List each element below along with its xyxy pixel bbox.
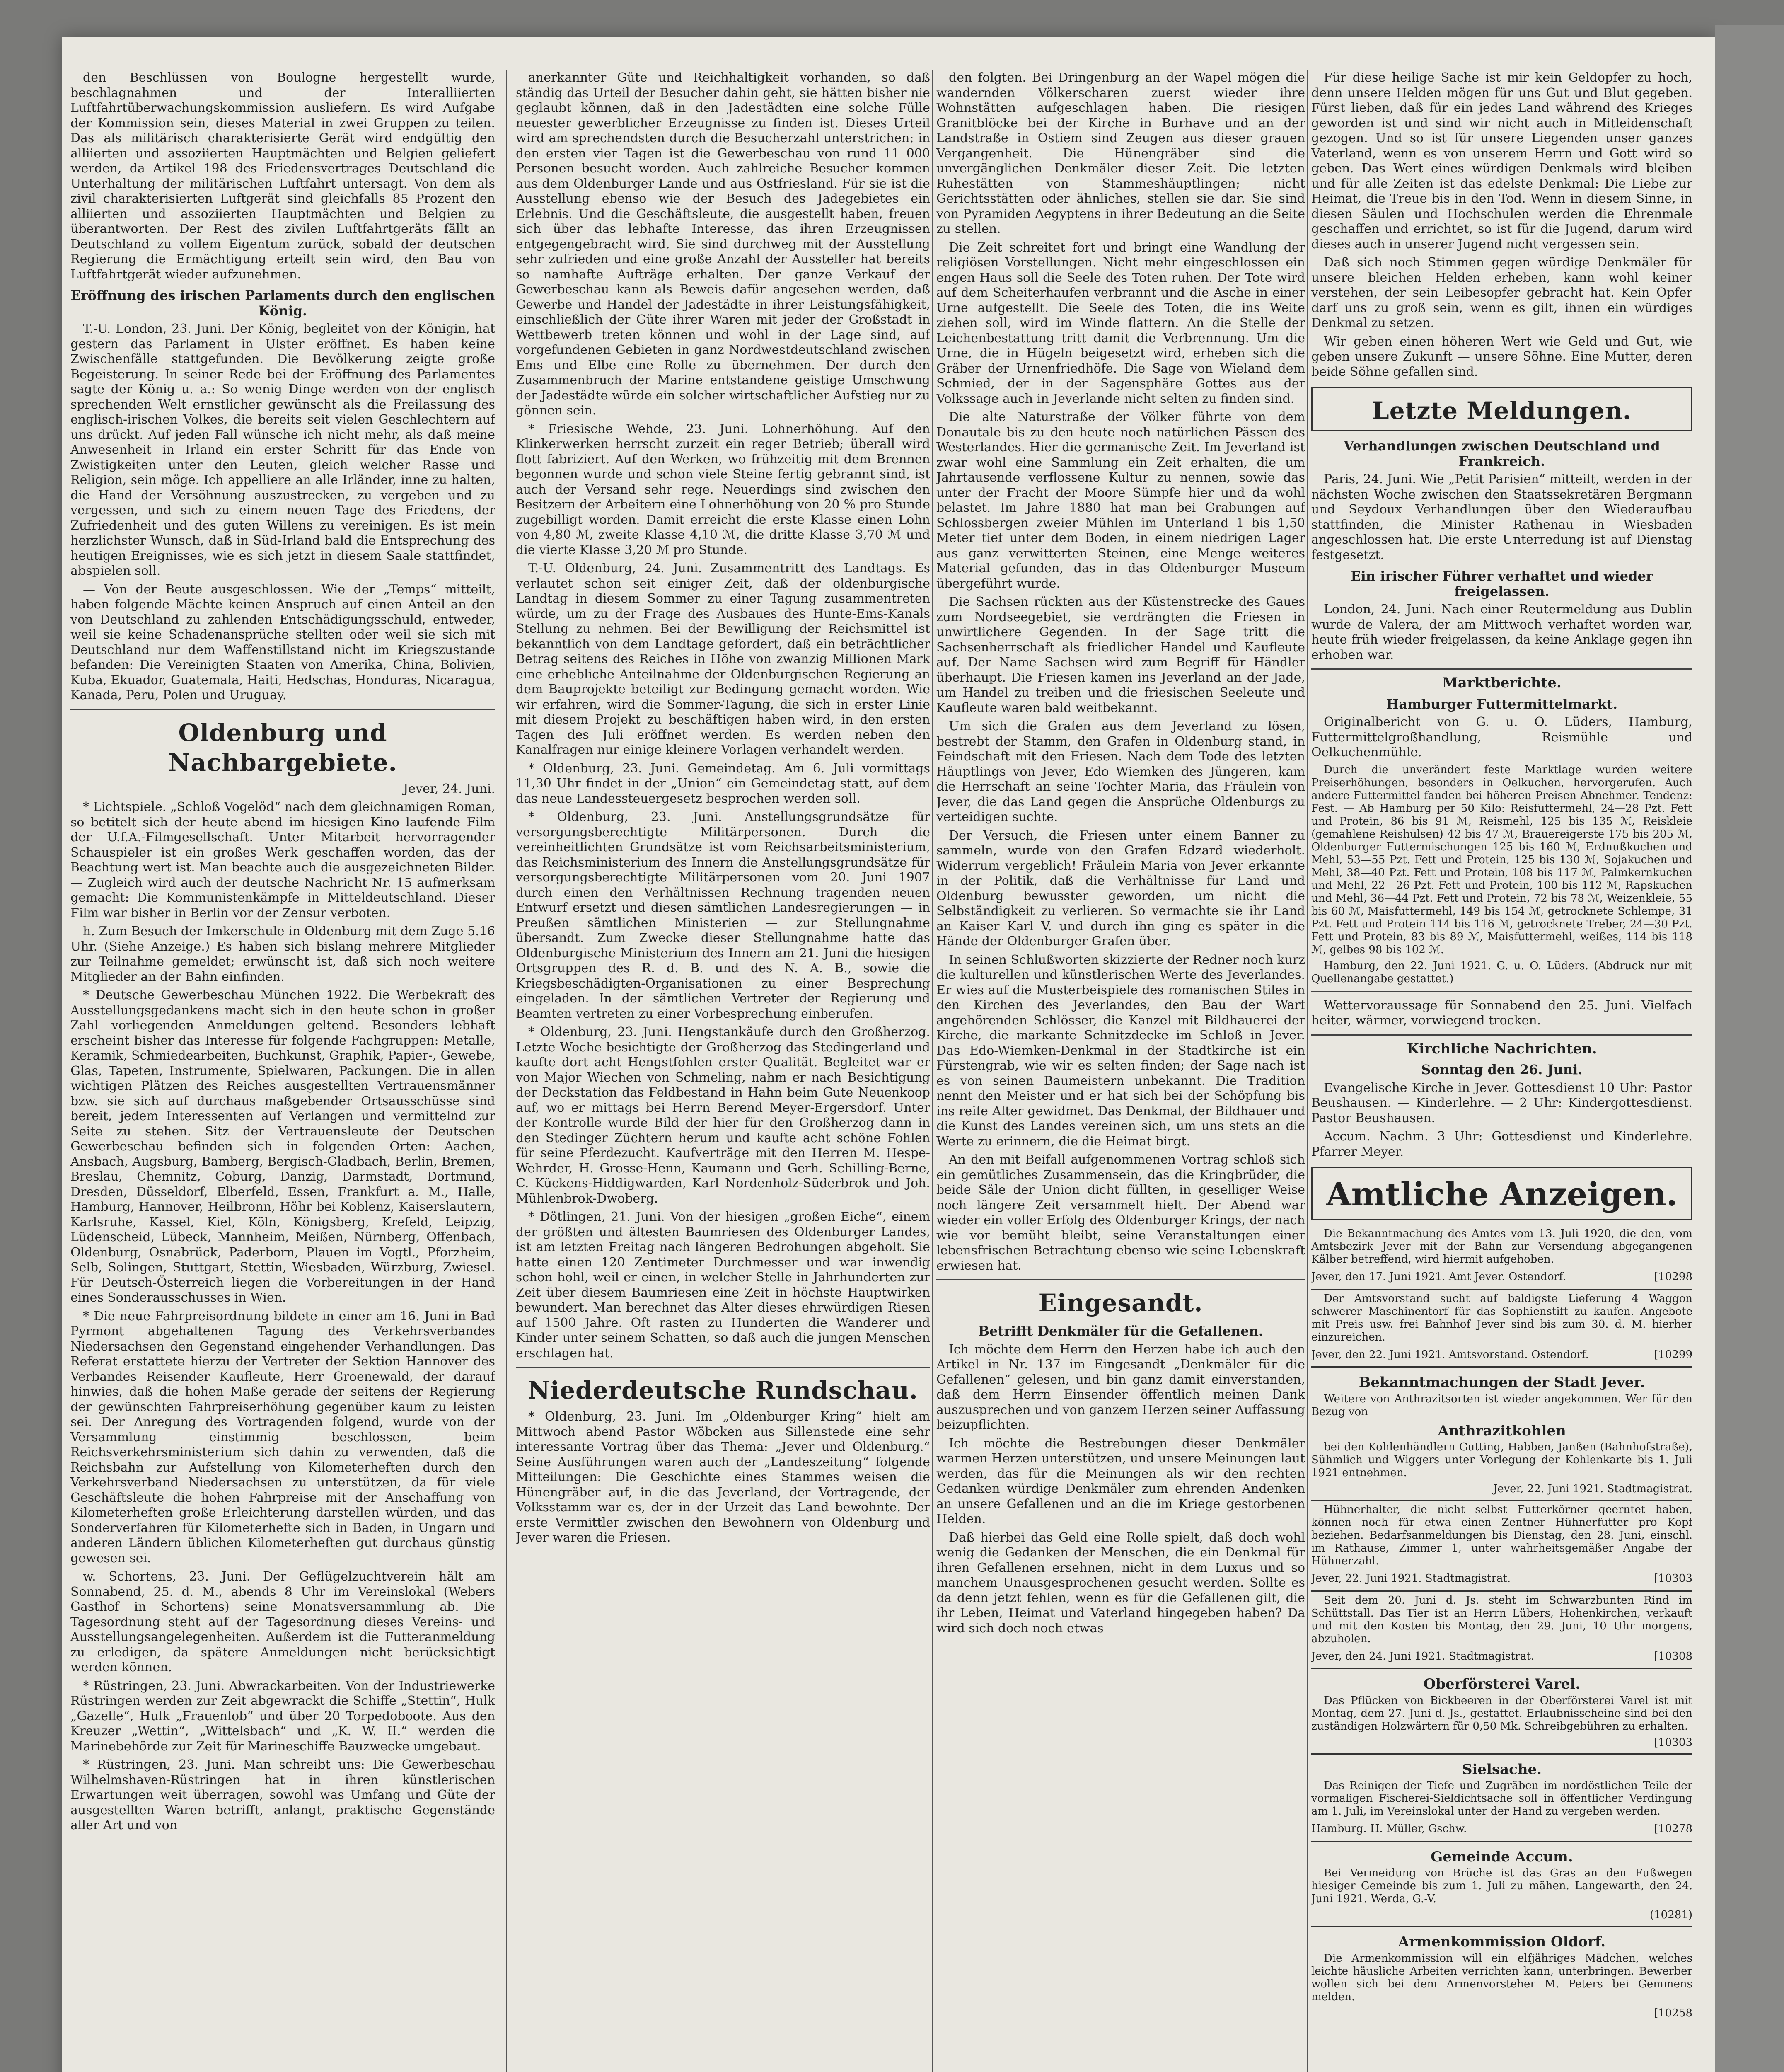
article-text: Daß sich noch Stimmen gegen würdige Denkmäler für unsere bleichen Helden erheben, kann wohl keiner verstehen, der sein Leibesopfer gebracht hat. Kein Opfer darf uns zu groß sein, wenn es gilt, ihnen ein würdiges Denkmal zu setzen. xyxy=(1311,255,1692,330)
article-headline: Betrifft Denkmäler für die Gefallenen. xyxy=(978,1323,1263,1339)
section-title: Amtliche Anzeigen. xyxy=(1326,1176,1678,1213)
divider xyxy=(516,1367,930,1368)
divider xyxy=(1311,991,1692,992)
article-text: An den mit Beifall aufgenommenen Vortrag schloß sich ein gemütliches Zusammensein, das die Kringbrüder, die beide Säle der Union dicht füllten, in geselliger Weise noch längere Zeit versammelt hielt. Der Abend war wieder ein voller Erfolg des Oldenburger Krings, der nach wie vor bemüht bleibt, seine Veranstaltungen einer lebensfrischen Betrachtung ebenso wie seine Lebenskraft erwiesen hat. xyxy=(936,1152,1305,1273)
article-text: Die Zeit schreitet fort und bringt eine Wandlung der religiösen Vorstellungen. Nicht mehr eingeschlossen ein engen Haus soll die Seele des Toten ruhen. Der Tote wird auf dem Scheiterhaufen verbrannt und die Asche in einer Urne aufgestellt. Die Seele des Toten, die ins Weite ziehen soll, wird im Winde flattern. An die Stelle der Leichenbestattung tritt damit die Verbrennung. Um die Urne, die in Hügeln beigesetzt wird, erheben sich die Gräber der Urnenfriedhöfe. Die Sage von Wieland dem Schmied, der in der Sagensphäre Gottes aus der Volkssage auch in Jeverlande nicht selten zu finden sind. xyxy=(936,240,1305,406)
article-text: Originalbericht von G. u. O. Lüders, Hamburg, Futtermittelgroßhandlung, Reismühle und Oelkuchenmühle. xyxy=(1311,715,1692,760)
article-text: Daß hierbei das Geld eine Rolle spielt, daß doch wohl wenig die Gedanken der Menschen, die ein Denkmal für ihren Gefallenen ersehnen, nicht in dem Luxus und so manchem Unausgesprochenen gesucht werden. Sollte es da denn jetzt fehlen, wenn es für die Gefallenen gilt, die ihr Leben, Heimat und Vaterland hingegeben haben? Da wird sich doch noch etwas xyxy=(936,1530,1305,1636)
notice xyxy=(1311,1841,1692,1922)
notice-number: [10258 xyxy=(1654,2007,1692,2019)
article-text: * Lichtspiele. „Schloß Vogelöd“ nach dem gleichnamigen Roman, so betitelt sich der heute abend im hiesigen Kino laufende Film der U.f.A.-Filmgesellschaft. Unter Mitarbeit hervorragender Schauspieler ist ein großes Werk geschaffen worden, das der Beachtung wert ist. Man beachte auch die ausgezeichneten Bilder. — Zugleich wird auch der deutsche Nachricht Nr. 15 aufmerksam gemacht: Die Kommunistenkämpfe in Mitteldeutschland. Dieser Film war bisher in Berlin vor der Zensur verboten. xyxy=(70,800,495,920)
column-rule xyxy=(1307,70,1308,2072)
notice xyxy=(1311,1753,1692,1837)
article-text: * Deutsche Gewerbeschau München 1922. Die Werbekraft des Ausstellungsgedankens macht sich in den heute schon in großer Zahl vorliegenden Anmeldungen geltend. Besonders lebhaft erscheint bisher das Interesse für folgende Fachgruppen: Metalle, Keramik, Schmiedearbeiten, Buchkunst, Graphik, Papier-, Gewebe, Glas, Tapeten, Instrumente, Spielwaren, Packungen. Die in allen wichtigen Plätzen des Reiches ausgestellten Vertrauensmänner bzw. sie sich auf durchaus maßgebender Ortsausschüsse sind bereit, jedem Interessenten auf Verlangen und vermittelnd zur Seite zu stehen. Sitz der Vertrauensleute der Deutschen Gewerbeschau befinden sich in folgenden Orten: Aachen, Ansbach, Augsburg, Bamberg, Bergisch-Gladbach, Berlin, Bremen, Breslau, Chemnitz, Coburg, Danzig, Darmstadt, Dortmund, Dresden, Düsseldorf, Elberfeld, Essen, Frankfurt a. M., Halle, Hamburg, Hannover, Heilbronn, Höhr bei Koblenz, Kaiserslautern, Karlsruhe, Kassel, Kiel, Köln, Königsberg, Krefeld, Leipzig, Lüdenscheid, Lübeck, Mannheim, Meißen, Nürnberg, Offenbach, Oldenburg, Osnabrück, Paderborn, Plauen im Vogtl., Pforzheim, Selb, Solingen, Stuttgart, Stettin, Wiesbaden, Würzburg, Zwiesel. Für Deutsch-Österreich liegen die Vorbereitungen in der Hand eines Sonderausschusses in Wien. xyxy=(70,988,495,1305)
section-title: Armenkommission Oldorf. xyxy=(1398,1934,1606,1950)
article-text: anerkannter Güte und Reichhaltigkeit vorhanden, so daß ständig das Urteil der Besucher dahin geht, sie hätten bisher nie geglaubt können, daß in den Jadestädten eine solche Fülle neuester gewerblicher Erzeugnisse zu finden ist. Dieses Urteil wird am sprechendsten durch die Besucherzahl unterstrichen: in den ersten vier Tagen ist die Gewerbeschau von rund 11 000 Personen besucht worden. Auch zahlreiche Besucher kommen aus dem Oldenburger Lande und aus Ostfriesland. Für sie ist die Ausstellung ebenso wie der Besuch des Jadegebietes ein Erlebnis. Und die Geschäftsleute, die ausgestellt haben, freuen sich über das lebhafte Interesse, das ihren Erzeugnissen entgegengebracht wird. Sie sind durchweg mit der Ausstellung sehr zufrieden und eine große Anzahl der Aussteller hat bereits so namhafte Aufträge erhalten. Der ganze Verkauf der Gewerbeschau kann als Beweis dafür angesehen werden, daß Gewerbe und Handel der Jadestädte in ihrer Leistungsfähigkeit, einschließlich der Güte ihrer Waren mit jeder der Großstadt in Wettbewerb treten können und wohl in der Lage sind, auf vorgefundenen Gebieten in ganz Nordwestdeutschland zwischen Ems und Elbe eine Rolle zu übernehmen. Der durch den Zusammenbruch der Marine entstandene geistige Umschwung der Jadestädte würde ein solcher wirtschaftlicher Aufstieg nur zu gönnen sein. xyxy=(516,70,930,418)
weather-forecast: Wettervoraussage für Sonnabend den 25. Juni. Vielfach heiter, wärmer, vorwiegend trocken. xyxy=(1311,998,1692,1028)
notice-signature-text: Jever, 22. Juni 1921. Stadtmagistrat. xyxy=(1493,1483,1692,1495)
article-text: T.-U. Oldenburg, 24. Juni. Zusammentritt des Landtags. Es verlautet schon seit einiger Zeit, daß der oldenburgische Landtag in diesem Sommer zu einer Tagung zusammentreten würde, um zu der Frage des Ausbaues des Hunte-Ems-Kanals Stellung zu nehmen. Bei der Bewilligung der Reichsmittel ist bekanntlich von dem Landtage gefordert, daß ein beträchtlicher Betrag seitens des Reiches in Höhe von zwanzig Millionen Mark eine erhebliche Anteilnahme der Oldenburgischen Regierung an dem Bauprojekte beteiligt zur Bedingung gemacht worden. Wie wir erfahren, wird die Sommer-Tagung, die sich in erster Linie mit diesem Projekt zu beschäftigen haben wird, in den ersten Tagen des Juli eröffnet werden. Es werden neben den Kanalfragen nur einige kleinere Vorlagen verhandelt werden. xyxy=(516,561,930,757)
article-text: Der Versuch, die Friesen unter einem Banner zu sammeln, wurde von den Grafen Edzard wiederholt. Widerrum vergeblich! Fräulein Maria von Jever erkannte in der Politik, daß die Verhältnisse für Land und Oldenburg bewusster geworden, um nicht die Selbständigkeit zu verlieren. So vermachte sie ihr Land an Kaiser Karl V. und durch ihn ging es später in die Hände der Oldenburger Grafen über. xyxy=(936,828,1305,949)
notice xyxy=(1311,1500,1692,1586)
article-text: * Rüstringen, 23. Juni. Man schreibt uns: Die Gewerbeschau Wilhelmshaven-Rüstringen hat in ihren künstlerischen Erwartungen weit überragen, sowohl was Umfang und Güte der ausgestellten Waren betrifft, anlangt, praktische Gegenstände aller Art und von xyxy=(70,1757,495,1832)
column-2 xyxy=(516,70,930,2072)
notice-signature-text: Jever, 22. Juni 1921. Stadtmagistrat. xyxy=(1311,1572,1511,1585)
notice-text: Das Pflücken von Bickbeeren in der Oberförsterei Varel ist mit Montag, dem 27. Juni d. Js., gestattet. Erlaubnisscheine sind bei den zuständigen Holzwärtern für 0,50 Mk. Schreibgebühren zu erhalten. xyxy=(1311,1694,1692,1733)
notice-signature xyxy=(1311,1269,1692,1285)
article-headline: Eröffnung des irischen Parlaments durch den englischen König. xyxy=(70,288,495,319)
divider xyxy=(936,1279,1305,1280)
notice-text: Seit dem 20. Juni d. Js. steht im Schwarzbunten Rind im Schüttstall. Das Tier ist an Herrn Lübers, Hohenkirchen, verkauft und mit den Kosten bis Montag, den 29. Juni, 10 Uhr morgens, abzuholen. xyxy=(1311,1594,1692,1645)
section-title: Marktberichte. xyxy=(1442,675,1562,691)
article-text: Ich möchte die Bestrebungen dieser Denkmäler warmen Herzen unterstützen, und unsere Meinungen laut werden, das für die Meinungen als wir den rechten Gedanken würdige Denkmäler zum ehrenden Andenken an unsere Gefallenen und an die im Kriege gestorbenen Helden. xyxy=(936,1436,1305,1526)
notice-text: Hühnerhalter, die nicht selbst Futterkörner geerntet haben, können noch für etwa einen Zentner Hühnerfutter pro Kopf beziehen. Bedarfsanmeldungen bis Dienstag, den 28. Juni, einschl. im Rathause, Zimmer 1, unter wahrheitsgemäßer Angabe der Hühnerzahl. xyxy=(1311,1503,1692,1567)
column-3 xyxy=(936,70,1305,2072)
section-title: Oldenburg und Nachbargebiete. xyxy=(168,718,397,777)
notice-signature xyxy=(1311,1649,1692,1664)
article-text: Evangelische Kirche in Jever. Gottesdienst 10 Uhr: Pastor Beushausen. — Kinderlehre. — 2 Uhr: Kindergottesdienst. Pastor Beushausen. xyxy=(1311,1080,1692,1126)
section-title: Eingesandt. xyxy=(1038,1289,1203,1317)
notice xyxy=(1311,1926,1692,2020)
article-text: London, 24. Juni. Nach einer Reutermeldung aus Dublin wurde de Valera, der am Mittwoch verhaftet worden war, heute früh wieder freigelassen, da keine Anklage gegen ihn erhoben war. xyxy=(1311,602,1692,662)
article-text: * Oldenburg, 23. Juni. Im „Oldenburger Kring“ hielt am Mittwoch abend Pastor Wöbcken aus Sillenstede eine sehr interessante Vortrag über das Thema: „Jever und Oldenburg.“ Seine Ausführungen waren auch der „Landeszeitung“ folgende Mitteilungen: Die Geschichte eines Stammes weisen die Hünengräber auf, in die das Jeverland, der Vortragende, der Volksstamm war es, der in der Urzeit das Land bewohnte. Der erste Vermittler zwischen den Bewohnern von Oldenburg und Jever waren die Friesen. xyxy=(516,1409,930,1545)
article-text: den folgten. Bei Dringenburg an der Wapel mögen die wandernden Völkerscharen zuerst wieder ihre Wohnstätten aufgeschlagen haben. Die riesigen Granitblöcke bei der Kirche in Burhave und an der Landstraße in Ostiem sind Zeugen aus dieser grauen Vergangenheit. Die Hünengräber sind die unvergänglichen Denkmäler dieser Zeit. Die letzten Ruhestätten von Stammeshäuptlingen; nicht Gerichtsstätten oder ähnliches, stellen sie dar. Sie sind von Pyramiden Aegyptens in ihrer Bedeutung an die Seite zu stellen. xyxy=(936,70,1305,236)
article-text: In seinen Schlußworten skizzierte der Redner noch kurz die kulturellen und künstlerischen Werte des Jeverlandes. Er wies auf die Musterbeispiele des romanischen Stiles in den Kirchen des Jeverlandes, den Bau der Warf angehörenden Schlösser, die Kanzel mit Bildhauerei der Kirche, die markante Schnitzdecke im Schloß in Jever. Das Edo-Wiemken-Denkmal in der Stadtkirche ist ein Fürstengrab, wie wir es selten finden; der Sage nach ist es von seinen Baumeistern unbekannt. Die Tradition nennt den Meister und er hat sich bei der Schöpfung bis ins reife Alter gewidmet. Das Denkmal, der Bildhauer und die Kunst des Landes vereinen sich, um uns stets an die Werte zu erinnern, die die Heimat birgt. xyxy=(936,952,1305,1149)
section-title: Kirchliche Nachrichten. xyxy=(1407,1040,1597,1057)
notice-number: [10308 xyxy=(1654,1650,1692,1663)
section-title: Oberförsterei Varel. xyxy=(1423,1676,1581,1692)
divider xyxy=(70,709,495,710)
notice-number: (10281) xyxy=(1650,1909,1692,1921)
notice-signature-text: Jever, den 24. Juni 1921. Stadtmagistrat. xyxy=(1311,1650,1535,1663)
latest-news-box xyxy=(1311,387,1692,431)
article-headline: Verhandlungen zwischen Deutschland und Frankreich. xyxy=(1344,438,1660,469)
divider xyxy=(1311,668,1692,670)
column-rule xyxy=(506,70,507,2072)
notice-text: Der Amtsvorstand sucht auf baldigste Lieferung 4 Waggon schwerer Maschinentorf für das Sophienstift zu kaufen. Angebote mit Preis usw. frei Bahnhof Jever sind bis zum 30. d. M. hierher einzureichen. xyxy=(1311,1292,1692,1343)
article-text: * Friesische Wehde, 23. Juni. Lohnerhöhung. Auf den Klinkerwerken herrscht zurzeit ein reger Betrieb; überall wird flott fabriziert. Auf den Werken, wo frühzeitig mit dem Brennen begonnen wurde und schon viele Steine fertig gebrannt sind, ist auch der Versand sehr rege. Neuerdings sind zwischen den Besitzern der Arbeitern eine Lohnerhöhung von 20 % pro Stunde zugebilligt worden. Damit erreicht die erste Klasse einen Lohn von 4,80 ℳ, zweite Klasse 4,10 ℳ, die dritte Klasse 3,70 ℳ und die vierte Klasse 3,20 ℳ pro Stunde. xyxy=(516,421,930,557)
notice-text: Bei Vermeidung von Brüche ist das Gras an den Fußwegen hiesiger Gemeinde bis zum 1. Juli zu mähen. Langewarth, den 24. Juni 1921. Werda, G.-V. xyxy=(1311,1867,1692,1905)
notice-text: bei den Kohlenhändlern Gutting, Habben, Janßen (Bahnhofstraße), Sühmlich und Wiggers unter Vorlegung der Kohlenkarte bis 1. Juli 1921 entnehmen. xyxy=(1311,1441,1692,1479)
article-text: Die alte Naturstraße der Völker führte von dem Donautale bis zu den heute noch natürlichen Pässen des Westerlandes. Hier die germanische Zeit. Im Jeverland ist zwar wohl eine Sammlung ein Zeit erhalten, die um Jahrtausende verflossene Kultur zu nennen, sowie das unter der Fracht der Moore Sümpfe hier und da wohl belastet. Im Jahre 1880 hat man bei Grabungen auf Schlossbergen zweier Mühlen im Unterland 1 bis 1,50 Meter tief unter dem Boden, in einem niedrigen Lager aus ganz verwitterten Steinen, eine Menge weiteres Material gefunden, das in das Oldenburger Museum übergeführt wurde. xyxy=(936,410,1305,591)
dateline: Jever, 24. Juni. xyxy=(403,781,495,796)
market-prices: Durch die unverändert feste Marktlage wurden weitere Preiserhöhungen, besonders in Oelkuchen, hervorgerufen. Auch andere Futtermittel fanden bei höheren Preisen Abnehmer. Tendenz: Fest. — Ab Hamburg per 50 Kilo: Reisfuttermehl, 24—28 Pzt. Fett und Protein, 86 bis 91 ℳ, Reismehl, 125 bis 135 ℳ, Reiskleie (gemahlene Reishülsen) 42 bis 47 ℳ, Brauereigerste 175 bis 205 ℳ, Oldenburger Futtermischungen 125 bis 160 ℳ, Erdnußkuchen und Mehl, 53—55 Pzt. Fett und Protein, 125 bis 130 ℳ, Sojakuchen und Mehl, 38—40 Pzt. Fett und Protein, 108 bis 117 ℳ, Palmkernkuchen und Mehl, 22—26 Pzt. Fett und Protein, 100 bis 112 ℳ, Rapskuchen und Mehl, 36—44 Pzt. Fett und Protein, 72 bis 78 ℳ, Weizenkleie, 55 bis 60 ℳ, Maisfuttermehl, 149 bis 154 ℳ, getrocknete Schlempe, 31 Pzt. Fett und Protein 114 bis 116 ℳ, getrocknete Treber, 24—30 Pzt. Fett und Protein, 83 bis 89 ℳ, Maisfuttermehl, weißes, 114 bis 118 ℳ, gelbes 98 bis 102 ℳ. xyxy=(1311,763,1692,956)
notice-signature xyxy=(1311,1821,1692,1837)
scan-border xyxy=(1715,25,1784,2072)
notice-number: [10299 xyxy=(1654,1348,1692,1361)
official-notices-box xyxy=(1311,1167,1692,1220)
article-headline: Hamburger Futtermittelmarkt. xyxy=(1386,696,1617,712)
notice-text: Die Bekanntmachung des Amtes vom 13. Juli 1920, die den, vom Amtsbezirk Jever mit der Bahn zur Versendung abgegangenen Kälber betreffend, wird hiermit aufgehoben. xyxy=(1311,1227,1692,1266)
notice-signature xyxy=(1311,1347,1692,1363)
notice-text: Das Reinigen der Tiefe und Zugräben im nordöstlichen Teile der vormaligen Fischerei-Sieldichtsache soll in öffentlicher Verdingung am 1. Juli, im Vereinslokal unter der Hand zu vergeben werden. xyxy=(1311,1779,1692,1818)
column-rule xyxy=(932,70,933,2072)
article-text: * Oldenburg, 23. Juni. Gemeindetag. Am 6. Juli vormittags 11,30 Uhr findet in der „Union“ ein Gemeindetag statt, auf dem das neue Landessteuergesetz besprochen werden soll. xyxy=(516,761,930,806)
article-headline: Ein irischer Führer verhaftet und wieder freigelassen. xyxy=(1351,568,1653,599)
article-text: * Die neue Fahrpreisordnung bildete in einer am 16. Juni in Bad Pyrmont abgehaltenen Tagung des Verkehrsverbandes Niedersachsen den Gegenstand eingehender Verhandlungen. Das Referat erstattete hierzu der Vertreter der Sektion Hannover des Verbandes Reisender Kaufleute, Herr Groenewald, der darauf hinwies, daß die hohen Maße gerade der seitens der Regierung der gewünschten Fahrpreiserhöhung gegenüber kaum zu leisten sei. Der Anregung des Vortragenden folgend, wurde von der Versammlung einstimmig beschlossen, beim Reichsverkehrsministerium sich dahin zu verwenden, daß die Reichsbahn zur Aufstellung von Kilometerheften durch den Verkehrsverband Niedersachsen zu unterstützen, da für viele Geschäftsleute die hohen Fahrpreise mit der Anschaffung von Kilometerheften große Erleichterung darstellen würden, und das Sonderverfahren für Kilometerhefte sich in Baden, in Ungarn und anderen Ländern üblichen Kilometerheften gut durchaus günstig gewesen sei. xyxy=(70,1309,495,1566)
article-text: Für diese heilige Sache ist mir kein Geldopfer zu hoch, denn unsere Helden mögen für uns Gut und Blut gegeben. Fürst lieben, daß für ein jedes Land während des Krieges geworden ist und sind wir nicht auch in Mitleidenschaft gezogen. Und so ist für unsere Liegenden unser ganzes Vaterland, wenn es von unserem Herrn und Gott wird so geben. Das Wert eines würdigen Denkmals wird bleiben und für alle Zeiten ist das edelste Denkmal: Die Liebe zur Heimat, die Treue bis in den Tod. Wenn in diesem Sinne, in diesen Säulen und Hochschulen werden die Ehrenmale geschaffen und errichtet, so ist für die Jugend, darum wird dieses auch in unserer Jugend nicht vergessen sein. xyxy=(1311,70,1692,252)
column-1 xyxy=(70,70,495,2072)
notice-number: [10303 xyxy=(1654,1736,1692,1749)
notice-number: [10298 xyxy=(1654,1271,1692,1283)
column-4 xyxy=(1311,70,1692,2072)
notice-number: [10303 xyxy=(1654,1572,1692,1585)
article-text: — Von der Beute ausgeschlossen. Wie der „Temps“ mitteilt, haben folgende Mächte keinen Anspruch auf einen Anteil an den von Deutschland zu zahlenden Entschädigungsschuld, entweder, weil sie keine Schadenansprüche stellten oder weil sie sich mit Deutschland nur dem Waffenstillstand nicht im Kriegszustande befanden: Die Vereinigten Staaten von Amerika, China, Bolivien, Kuba, Ekuador, Guatemala, Haiti, Hedschas, Honduras, Nicaragua, Kanada, Peru, Polen und Uruguay. xyxy=(70,582,495,702)
article-text: den Beschlüssen von Boulogne hergestellt wurde, beschlagnahmen und der Interalliierten Luftfahrtüberwachungskommission ausliefern. Es wird Aufgabe der Kommission sein, dieses Material in zwei Gruppen zu teilen. Das als militärisch charakterisierte Gerät wird endgültig den alliierten und assoziierten Hauptmächten und Belgien geliefert werden, da Artikel 198 des Friedensvertrages Deutschland die Unterhaltung der militärischen Luftfahrt untersagt. Von dem als zivil charakterisierten Luftgerät sind gleichfalls 85 Prozent den alliierten und assoziierten Hauptmächten und Belgien zu überantworten. Der Rest des zivilen Luftfahrtgeräts fällt an Deutschland zu vollem Eigentum zurück, sobald der deutschen Regierung die Ermächtigung erteilt sein wird, den Bau von Luftfahrtgerät wieder aufzunehmen. xyxy=(70,70,495,282)
article-text: h. Zum Besuch der Imkerschule in Oldenburg mit dem Zuge 5.16 Uhr. (Siehe Anzeige.) Es haben sich bislang mehrere Mitglieder zur Teilnahme gemeldet; erwünscht ist, daß sich noch weitere Mitglieder an der Bahn einfinden. xyxy=(70,924,495,984)
article-text: * Oldenburg, 23. Juni. Anstellungsgrundsätze für versorgungsberechtigte Militärpersonen. Durch die vereinheitlichten Grundsätze ist vom Reichsarbeitsministerium, das Reichsministerium des Innern die Anstellungsgrundsätze für versorgungsberechtigte Militärpersonen vom 20. Juni 1907 durch einen den Verhältnissen Rechnung tragenden neuen Entwurf ersetzt und diesen sämtlichen Landesregierungen — in Preußen sämtlichen Ministerien — zur Stellungnahme übersandt. Zum Zwecke dieser Stellungnahme hatte das Oldenburgische Ministerium des Innern am 21. Juni die hiesigen Ortsgruppen des R. d. B. und des N. A. B., sowie die Kriegsbeschädigten-Organisationen zu einer Besprechung eingeladen. In der sämtlichen Vertreter der Regierung und Beamten vertreten zu einer Vorbesprechung einberufen. xyxy=(516,810,930,1021)
article-text: Ich möchte dem Herrn den Herzen habe ich auch den Artikel in Nr. 137 im Eingesandt „Denkmäler für die Gefallenen“ gelesen, und bin ganz damit einverstanden, daß dem Herrn Einsender öffentlich meinen Dank auszusprechen und von ganzem Herzen seiner Auffassung beizupflichten. xyxy=(936,1342,1305,1432)
notice-number: [10278 xyxy=(1654,1823,1692,1835)
section-title: Gemeinde Accum. xyxy=(1431,1848,1573,1865)
article-text: Accum. Nachm. 3 Uhr: Gottesdienst und Kinderlehre. Pfarrer Meyer. xyxy=(1311,1129,1692,1159)
article-headline: Sonntag den 26. Juni. xyxy=(1421,1062,1583,1077)
article-text: w. Schortens, 23. Juni. Der Geflügelzuchtverein hält am Sonnabend, 25. d. M., abends 8 Uhr im Vereinslokal (Webers Gasthof in Schortens) seine Monatsversammlung ab. Die Tagesordnung steht auf der Tagesordnung dieses Vereins- und Ausstellungsangelegenheiten. Außerdem ist die Futteranmeldung zu erledigen, da spätere Anmeldungen nicht berücksichtigt werden können. xyxy=(70,1569,495,1675)
divider xyxy=(1311,1034,1692,1036)
notice xyxy=(1311,1289,1692,1363)
article-text: T.-U. London, 23. Juni. Der König, begleitet von der Königin, hat gestern das Parlament in Ulster eröffnet. Es haben keine Zwischenfälle stattgefunden. Die Bevölkerung zeigte große Begeisterung. In seiner Rede bei der Eröffnung des Parlamentes sagte der König u. a.: So wenig Dinge werden von der englisch sprechenden Welt ernstlicher gewünscht als die Freilassung des englisch-irischen Volkes, die bereits seit vielen Geschlechtern auf uns drückt. Auf jeden Fall wünsche ich nicht mehr, als daß meine Anwesenheit in Irland ein erster Schritt für das Ende von Zwistigkeiten unter den Leuten, gleich welcher Rasse und Religion, sein möge. Ich appelliere an alle Irländer, inne zu halten, die Hand der Versöhnung auszustrecken, zu vergeben und zu vergessen, und sich zu einem neuen Tage des Friedens, der Zufriedenheit und des guten Willens zu vereinigen. Es ist mein herzlichster Wunsch, daß in Süd-Irland bald die Entsprechung des heutigen Ereignisses, wie es sich jetzt in diesem Saale stattfindet, abspielen soll. xyxy=(70,322,495,578)
notice-signature-text: Jever, den 22. Juni 1921. Amtsvorstand. Ostendorf. xyxy=(1311,1348,1589,1361)
section-title: Bekanntmachungen der Stadt Jever. xyxy=(1359,1374,1645,1391)
article-text: Die Sachsen rückten aus der Küstenstrecke des Gaues zum Nordseegebiet, sie verdrängten die Friesen in unwirtlichere Gegenden. In der Sage tritt die Sachsenherrschaft als friedlicher Handel und Kaufleute auf. Der Name Sachsen wird zum Begriff für Händler überhaupt. Die Friesen kamen ins Jeverland an der Jade, um Handel zu treiben und die friesischen Seeleute und Kaufleute waren bald weitbekannt. xyxy=(936,595,1305,715)
section-title: Sielsache. xyxy=(1462,1761,1542,1778)
article-text: * Rüstringen, 23. Juni. Abwrackarbeiten. Von der Industriewerke Rüstringen werden zur Zeit abgewrackt die Schiffe „Stettin“, Hulk „Gazelle“, Hulk „Frauenlob“ und über 20 Torpedoboote. Aus den Kreuzer „Wettin“, „Wittelsbach“ und „K. W. II.“ werden die Marinebehörde zur Zeit für Marineschiffe Bauzwecke umgebaut. xyxy=(70,1678,495,1754)
notice xyxy=(1311,1668,1692,1749)
article-text: Wir geben einen höheren Wert wie Geld und Gut, wie geben unsere Zukunft — unsere Söhne. Eine Mutter, deren beide Söhne gefallen sind. xyxy=(1311,334,1692,379)
notice-signature-text: Jever, den 17. Juni 1921. Amt Jever. Ostendorf. xyxy=(1311,1271,1566,1283)
notice-headline: Anthrazitkohlen xyxy=(1438,1422,1566,1439)
notice-text: Weitere von Anthrazitsorten ist wieder angekommen. Wer für den Bezug von xyxy=(1311,1392,1692,1418)
notice xyxy=(1311,1366,1692,1496)
market-source: Hamburg, den 22. Juni 1921. G. u. O. Lüders. (Abdruck nur mit Quellenangabe gestattet.) xyxy=(1311,959,1692,985)
article-text: Um sich die Grafen aus dem Jeverland zu lösen, bestrebt der Stamm, den Grafen in Oldenburg stand, in Feindschaft mit den Friesen. Nach dem Tode des letzten Häuptlings von Jever, Edo Wiemken des Jüngeren, kam die Herrschaft an seine Tochter Maria, das Fräulein von Jever, die das Land gegen die Ansprüche Oldenburgs zu verteidigen suchte. xyxy=(936,719,1305,824)
notice-signature-text: Hamburg. H. Müller, Gschw. xyxy=(1311,1823,1467,1835)
notice-signature xyxy=(1311,1571,1692,1586)
article-text: * Oldenburg, 23. Juni. Hengstankäufe durch den Großherzog. Letzte Woche besichtigte der Großherzog das Stedingerland und kaufte dort acht Hengstfohlen erster Qualität. Begleitet war er von Major Wiechen von Schmeling, nahm er nach Besichtigung der Deckstation das Feldbestand in Hahn beim Gute Neuenkoop auf, wo er mittags bei Herrn Berend Meyer-Ergersdorf. Unter der Kontrolle wurde Bild der hier für den Großherzog dann in den Stedinger Züchtern herum und kaufte acht schöne Fohlen für seine Pferdezucht. Kaufverträge mit den Herren M. Hespe-Wehrder, H. Grosse-Henn, Kaumann und Gerh. Schilling-Berne, C. Kückens-Hiddigwarden, Karl Nordenholz-Süderbrok und Joh. Mühlenbrok-Dwoberg. xyxy=(516,1025,930,1206)
article-text: * Dötlingen, 21. Juni. Von der hiesigen „großen Eiche“, einem der größten und ältesten Baumriesen des Oldenburger Landes, ist am letzten Freitag nach längeren Bedrohungen abgeholt. Sie hatte einen 120 Zentimeter Durchmesser und war inwendig schon hohl, weil er einen, in welcher Stelle in Jahrhunderten zur Zeit über diesem Baumriesen eine Zeit in höchste Hauptwirken bewundert. Man berechnet das Alter dieses ehrwürdigen Riesen auf 1500 Jahre. Oft rasten zu Hunderten die Wanderer und Kinder unter seinem Schatten, so daß auch die jungen Menschen erschlagen hat. xyxy=(516,1210,930,1360)
section-title: Letzte Meldungen. xyxy=(1372,397,1632,425)
notice-text: Die Armenkommission will ein elfjähriges Mädchen, welches leichte häusliche Arbeiten verrichten kann, unterbringen. Bewerber wollen sich bei dem Armenvorsteher M. Peters bei Gemmens melden. xyxy=(1311,1952,1692,2003)
notice xyxy=(1311,1590,1692,1664)
article-text: Paris, 24. Juni. Wie „Petit Parisien“ mitteilt, werden in der nächsten Woche zwischen den Staatssekretären Bergmann und Seydoux Verhandlungen über den Wiederaufbau stattfinden, die Minister Rathenau in Wiesbaden angeschlossen hat. Die erste Unterredung ist auf Dienstag festgesetzt. xyxy=(1311,472,1692,562)
section-title: Niederdeutsche Rundschau. xyxy=(528,1376,918,1404)
